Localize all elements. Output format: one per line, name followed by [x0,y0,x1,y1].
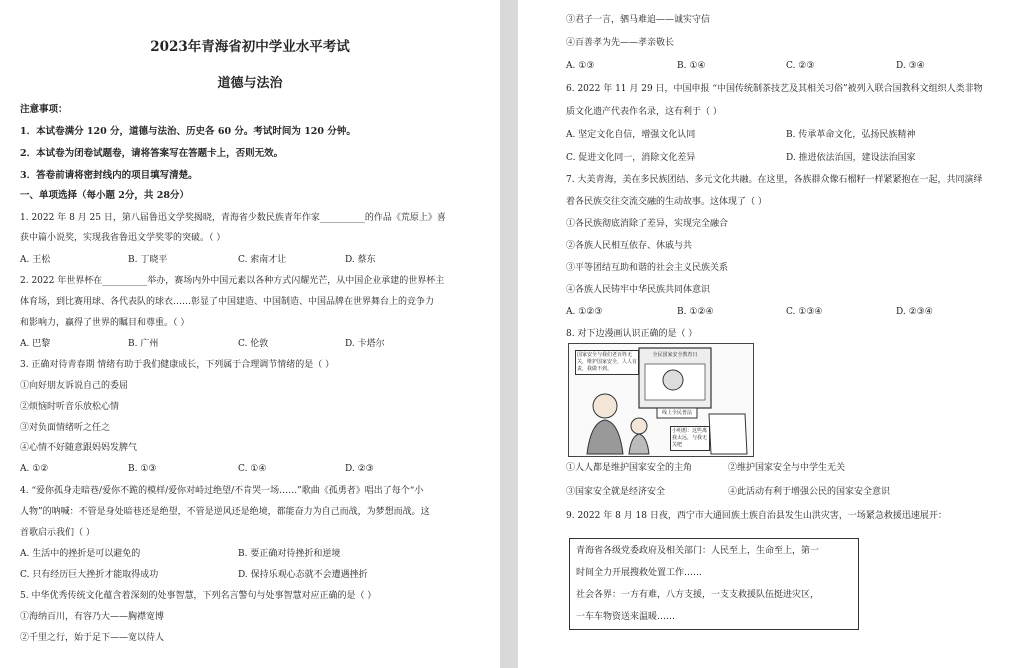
q3-statement-3: ③对负面情绪听之任之 [20,423,111,433]
q9-material-box [569,538,859,630]
q4-option-b: B. 要正确对待挫折和逆境 [238,549,341,559]
q9-line: 9. 2022 年 8 月 18 日夜，西宁市大通回族土族自治县发生山洪灾害，一场紧急救援迅速展开： [566,511,947,521]
left-page [0,0,500,668]
q3-option-c: C. ①④ [238,464,267,474]
q1-option-a: A. 王松 [20,255,51,265]
q7-statement-4: ④各族人民铸牢中华民族共同体意识 [566,285,711,295]
q7-option-a: A. ①②③ [566,307,603,317]
q3-statement-1: ①向好朋友诉说自己的委屈 [20,381,129,391]
q4-line-2: 人物”的呐喊：不管是身处暗巷还是绝望，不管是逆风还是绝境，都能奋力为自己而战，为梦想而战。这 [20,507,430,517]
q6-option-a: A. 坚定文化自信，增强文化认同 [566,130,696,140]
speech-bubble-1: 国家安全与我们老百姓无关，维护国家安全，人人有责，我做不到。 [575,350,639,375]
q7-statement-2: ②各族人民相互依存、休戚与共 [566,241,693,251]
q5-statement-1: ①海纳百川，有容乃大——胸襟宽博 [20,612,165,622]
q2-option-c: C. 伦敦 [238,339,269,349]
notice-3: 3．答卷前请将密封线内的项目填写清楚。 [20,170,198,181]
q7-line-1: 7. 大美青海，美在多民族团结、多元文化共融。在这里，各族群众像石榴籽一样紧紧抱在一起，共同演绎 [566,175,983,185]
banner-text: 线上全民普法 [661,410,692,416]
q7-option-c: C. ①③④ [786,307,823,317]
notice-2: 2．本试卷为闭卷试题卷，请将答案写在答题卡上，否则无效。 [20,148,284,159]
box-line-2: 时间全力开展搜救处置工作…… [576,568,703,578]
q3-statement-2: ②烦恼时听音乐放松心情 [20,402,120,412]
q3-line: 3. 正确对待青春期 情绪有助于我们健康成长，下列属于合理调节情绪的是（ ） [20,360,335,370]
q1-option-c: C. 索南才让 [238,255,287,265]
q8-statement-1: ①人人都是维护国家安全的主角 [566,463,693,473]
q5-statement-2: ②千里之行，始于足下——宽以待人 [20,633,165,643]
q1-line-1: 1. 2022 年 8 月 25 日，第八届鲁迅文学奖揭晓，青海省少数民族青年作家__________的作品《荒原上》喜 [20,213,446,223]
box-line-1: 青海省各级党委政府及相关部门：人民至上，生命至上，第一 [576,546,820,556]
cartoon-illustration [568,343,754,457]
q4-line-3: 首歌启示我们（ ） [20,528,95,538]
q8-statement-3: ③国家安全就是经济安全 [566,487,666,497]
q7-line-2: 着各民族交往交流交融的生动故事。这体现了（ ） [566,197,767,207]
q5-option-b: B. ①④ [677,61,706,71]
q1-line-2: 获中篇小说奖，实现我省鲁迅文学奖零的突破。（ ） [20,233,226,243]
section-heading: 一、单项选择（每小题 2分，共 28分） [20,190,189,201]
right-page [518,0,1024,668]
q6-line-1: 6. 2022 年 11 月 29 日，中国申报 “中国传统制茶技艺及其相关习俗”被列入联合国教科文组织人类非物 [566,84,983,94]
box-line-3: 社会各界：一方有难，八方支援，一支支救援队伍挺进灾区， [576,590,820,600]
q2-line-3: 和影响力，赢得了世界的瞩目和尊重。（ ） [20,318,190,328]
q1-option-d: D. 蔡东 [345,255,376,265]
q8-line: 8. 对下边漫画认识正确的是（ ） [566,329,698,339]
q5-line: 5. 中华优秀传统文化蕴含着深刻的处事智慧，下列名言警句与处事智慧对应正确的是（ ） [20,591,377,601]
q7-option-b: B. ①②④ [677,307,714,317]
notice-heading: 注意事项： [20,104,68,115]
box-line-4: 一车车物资送来温暖…… [576,612,676,622]
q7-option-d: D. ②③④ [896,307,933,317]
subject-title: 道德与法治 [217,76,283,91]
exam-title: 2023年青海省初中学业水平考试 [150,39,350,55]
q2-line-1: 2. 2022 年世界杯在__________举办，赛场内外中国元素以各种方式闪耀光芒，从中国企业承建的世界杯主 [20,276,445,286]
q5-option-d: D. ③④ [896,61,925,71]
q6-option-c: C. 促进文化同一，消除文化差异 [566,153,696,163]
notice-1: 1．本试卷满分 120 分，道德与法治、历史各 60 分。考试时间为 120 分钟。 [20,126,356,137]
board-title: 全民国家安全教育日 [652,352,698,358]
q2-option-a: A. 巴黎 [20,339,51,349]
q5-option-a: A. ①③ [566,61,595,71]
q3-option-b: B. ①③ [128,464,157,474]
q2-option-d: D. 卡塔尔 [345,339,385,349]
q4-option-c: C. 只有经历巨大挫折才能取得成功 [20,570,159,580]
q2-option-b: B. 广州 [128,339,159,349]
q6-option-d: D. 推进依法治国，建设法治国家 [786,153,916,163]
q2-line-2: 体育场，到比赛用球、各代表队的球衣……彰显了中国建造、中国制造、中国品牌在世界舞台上的竞争力 [20,297,435,307]
q6-option-b: B. 传承革命文化，弘扬民族精神 [786,130,916,140]
q8-statement-4: ④此活动有利于增强公民的国家安全意识 [728,487,891,497]
q5-statement-3: ③君子一言，驷马难追——诚实守信 [566,15,711,25]
q4-line-1: 4. “爱你孤身走暗巷/爱你不跪的模样/爱你对峙过绝望/不肯哭一场……”歌曲《孤勇者》唱出了每个“小 [20,486,424,496]
q3-option-a: A. ①② [20,464,49,474]
q4-option-a: A. 生活中的挫折是可以避免的 [20,549,141,559]
q4-option-d: D. 保持乐观心态就不会遭遇挫折 [238,570,368,580]
q7-statement-1: ①各民族彻底消除了差异，实现完全融合 [566,219,729,229]
q1-option-b: B. 丁晓平 [128,255,168,265]
q6-line-2: 质文化遗产代表作名录，这有利于（ ） [566,107,722,117]
q3-option-d: D. ②③ [345,464,374,474]
q8-statement-2: ②维护国家安全与中学生无关 [728,463,846,473]
q5-statement-4: ④百善孝为先——孝亲敬长 [566,38,675,48]
q5-option-c: C. ②③ [786,61,815,71]
speech-bubble-2: 小明想：这些离我太远，与我无关吧 [670,426,710,451]
q7-statement-3: ③平等团结互助和谐的社会主义民族关系 [566,263,729,273]
q3-statement-4: ④心情不好随意跟妈妈发脾气 [20,443,138,453]
page-gutter [500,0,518,668]
